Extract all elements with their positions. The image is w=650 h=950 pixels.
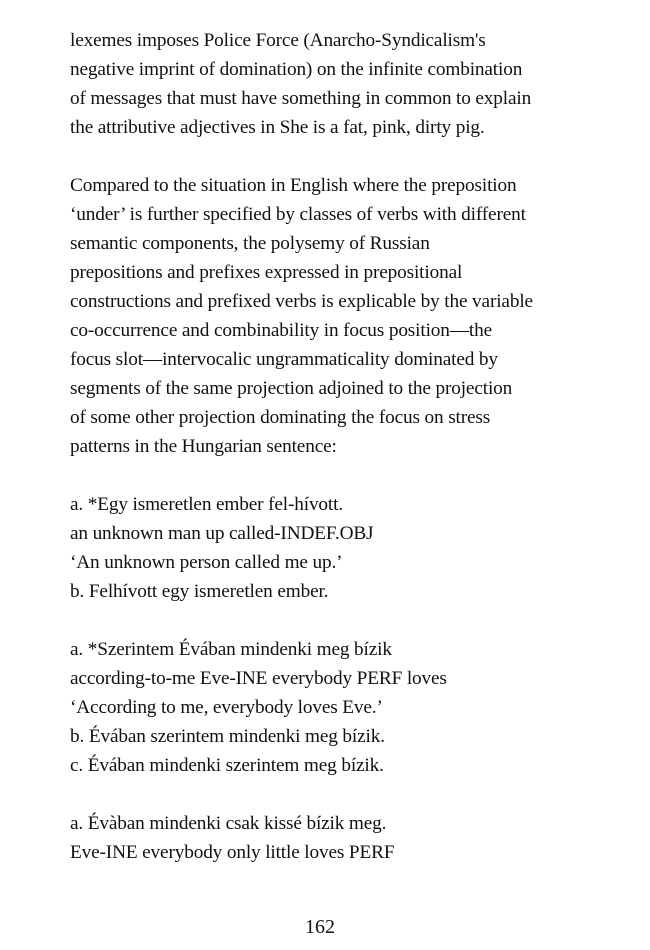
text-line: constructions and prefixed verbs is explicable by the variable	[70, 291, 533, 312]
example-line: a. Évàban mindenki csak kissé bízik meg.	[70, 813, 387, 834]
example-line: a. *Szerintem Évában mindenki meg bízik	[70, 639, 392, 660]
gloss-line: an unknown man up called-INDEF.OBJ	[70, 523, 374, 544]
gloss-line: according-to-me Eve-INE everybody PERF loves	[70, 668, 447, 689]
paragraph-domination	[70, 26, 590, 142]
example-line: b. Felhívott egy ismeretlen ember.	[70, 581, 329, 602]
text-line: segments of the same projection adjoined to the projection	[70, 378, 513, 399]
example-line: c. Évában mindenki szerintem meg bízik.	[70, 755, 384, 776]
text-line: lexemes imposes Police Force (Anarcho-Syndicalism's	[70, 30, 486, 51]
translation-line: ‘According to me, everybody loves Eve.’	[70, 697, 383, 718]
text-line: patterns in the Hungarian sentence:	[70, 436, 337, 457]
text-line: co-occurrence and combinability in focus position—the	[70, 320, 492, 341]
text-line: ‘under’ is further specified by classes of verbs with different	[70, 204, 526, 225]
text-line: Compared to the situation in English where the preposition	[70, 175, 517, 196]
paragraph-gap	[70, 780, 590, 809]
page-body	[70, 26, 590, 867]
gloss-line: Eve-INE everybody only little loves PERF	[70, 842, 395, 863]
paragraph-gap	[70, 142, 590, 171]
text-line: of messages that must have something in common to explain	[70, 88, 532, 109]
example-block-2	[70, 635, 590, 780]
text-line: of some other projection dominating the focus on stress	[70, 407, 491, 428]
page-number: 162	[305, 916, 335, 938]
text-line: negative imprint of domination) on the infinite combination	[70, 59, 523, 80]
example-line: a. *Egy ismeretlen ember fel-hívott.	[70, 494, 344, 515]
paragraph-prepositions	[70, 171, 590, 461]
translation-line: ‘An unknown person called me up.’	[70, 552, 343, 573]
text-line: the attributive adjectives in She is a fat, pink, dirty pig.	[70, 117, 485, 138]
example-block-3	[70, 809, 590, 867]
text-line: prepositions and prefixes expressed in prepositional	[70, 262, 463, 283]
paragraph-gap	[70, 606, 590, 635]
example-block-1	[70, 490, 590, 606]
text-line: focus slot—intervocalic ungrammaticality dominated by	[70, 349, 498, 370]
text-line: semantic components, the polysemy of Russian	[70, 233, 430, 254]
example-line: b. Évában szerintem mindenki meg bízik.	[70, 726, 385, 747]
paragraph-gap	[70, 461, 590, 490]
